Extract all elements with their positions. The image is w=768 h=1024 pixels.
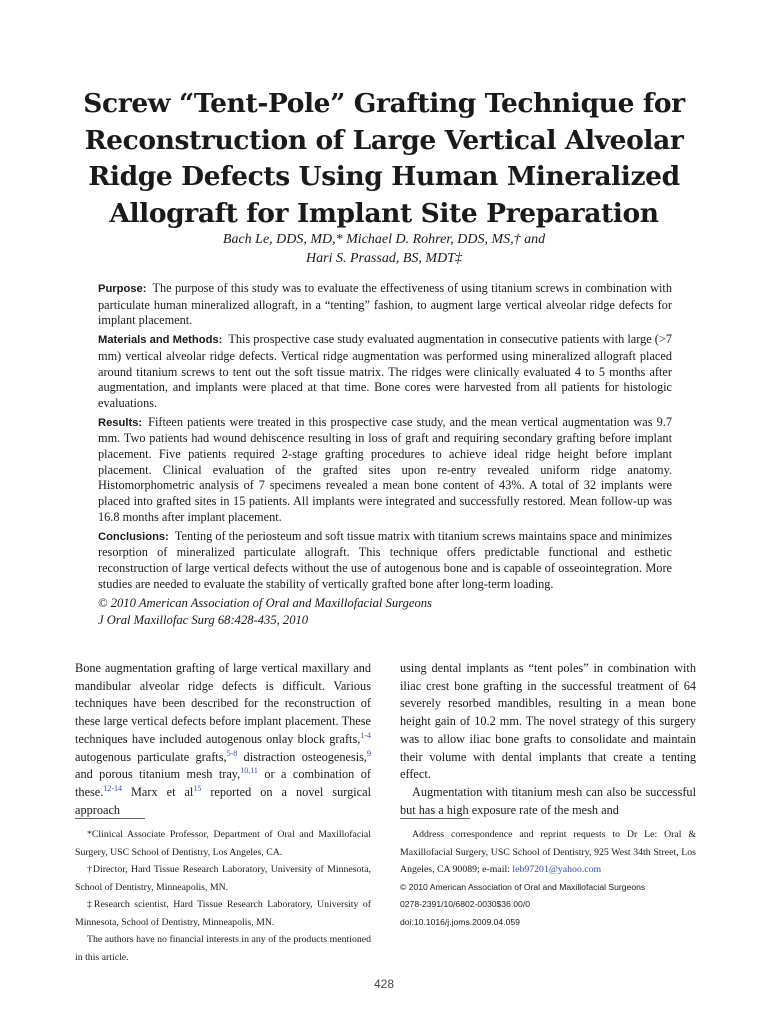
body-paragraph: Augmentation with titanium mesh can also be successful but has a high exposure rate of the mesh and: [400, 784, 696, 817]
body-text: reported on a novel surgical approach: [75, 784, 371, 817]
reference-link[interactable]: 1-4: [360, 730, 371, 740]
article-title: [60, 86, 708, 232]
abstract-purpose: [98, 281, 672, 329]
body-paragraph: [75, 660, 371, 819]
abstract-conclusions: [98, 529, 672, 593]
address-text: Address correspondence and reprint requests to Dr Le: Oral & Maxillofacial Surgery, USC School of Dentistry, 925 West 34th Street, Los Angeles, CA 90089; e-mail:: [400, 829, 696, 875]
abstract-copyright: © 2010 American Association of Oral and Maxillofacial Surgeons: [98, 596, 432, 611]
footnote-divider: [400, 818, 470, 819]
title-line: Allograft for Implant Site Preparation: [109, 197, 659, 229]
abstract-methods: [98, 332, 672, 412]
methods-label: Materials and Methods:: [98, 334, 223, 347]
body-paragraph: using dental implants as “tent poles” in combination with iliac crest bone grafting in the successful treatment of 64 severely resorbed mandibles, resulting in a mean bone height gain of 10.2 mm. The novel strategy of this surgery was to allow iliac bone grafts to consolidate and maintain their volume with dental implants that create a tenting effect.: [400, 661, 696, 782]
author-footnotes: [75, 826, 371, 966]
journal-citation: J Oral Maxillofac Surg 68:428-435, 2010: [98, 613, 309, 628]
doi[interactable]: doi:10.1016/j.joms.2009.04.059: [400, 916, 520, 927]
body-text: or a combination of these.: [75, 767, 371, 799]
author-line: Hari S. Prassad, BS, MDT‡: [306, 251, 462, 266]
footnote-divider: [75, 818, 145, 819]
page-number: 428: [373, 977, 395, 991]
reference-link[interactable]: 9: [367, 748, 371, 758]
body-column-left: [75, 660, 371, 819]
author-list: [90, 230, 678, 268]
title-line: Reconstruction of Large Vertical Alveolar: [84, 124, 684, 156]
body-text: and porous titanium mesh tray,: [75, 767, 241, 782]
footnote: †Director, Hard Tissue Research Laboratory, University of Minnesota, School of Dentistry, Minneapolis, MN.: [75, 864, 371, 893]
correspondence-footnotes: [400, 826, 696, 931]
abstract: [98, 281, 672, 629]
footnote: *Clinical Associate Professor, Department of Oral and Maxillofacial Surgery, USC School of Dentistry, Los Angeles, CA.: [75, 829, 371, 858]
correspondence-address: [400, 826, 696, 879]
abstract-results: [98, 415, 672, 526]
purpose-label: Purpose:: [98, 283, 147, 295]
body-text: distraction osteogenesis,: [237, 749, 367, 764]
conclusions-label: Conclusions:: [98, 530, 169, 543]
footnote: ‡Research scientist, Hard Tissue Research Laboratory, University of Minnesota, School of Dentistry, Minneapolis, MN.: [75, 899, 371, 928]
footnote-copyright: © 2010 American Association of Oral and Maxillofacial Surgeons: [400, 881, 646, 892]
author-line: Bach Le, DDS, MD,* Michael D. Rohrer, DDS, MS,† and: [222, 232, 546, 247]
reference-link[interactable]: 12-14: [103, 783, 123, 793]
footnote: The authors have no financial interests in any of the products mentioned in this article.: [75, 934, 371, 963]
body-text: autogenous particulate grafts,: [75, 749, 227, 764]
body-text: Marx et al: [122, 784, 194, 799]
body-column-right: [400, 660, 696, 819]
issn: 0278-2391/10/6802-0030$36.00/0: [400, 899, 530, 909]
results-text: Fifteen patients were treated in this prospective case study, and the mean vertical augmentation was 9.7 mm. Two patients had wound dehiscence resulting in loss of graft and requiring secondary grafting before implant placement. Five patients required 2-stage grafting procedures to achieve ideal ridge height before implant placement. Clinical evaluation of the grafted sites upon re-entry revealed uniform ridge anatomy. Histomorphometric analysis of 7 specimens revealed a mean bone content of 43%. A total of 32 implants were placed into grafted sites in 15 patients. All implants were integrated and successfully restored. Mean follow-up was 16.8 months after implant placement.: [98, 414, 672, 524]
conclusions-text: Tenting of the periosteum and soft tissue matrix with titanium screws maintains space and minimizes resorption of mineralized particulate allograft. This technique offers predictable functional and esthetic reconstruction of large vertical defects without the use of autogenous bone and is capable of osseointegration. More studies are needed to evaluate the stability of vertically grafted bone after long-term loading.: [98, 528, 672, 591]
methods-text: This prospective case study evaluated augmentation in consecutive patients with large (>7 mm) vertical alveolar ridge defects. Vertical ridge augmentation was performed using mineralized allograft placed around titanium screws to tent out the soft tissue matrix. The ridges were clinically evaluated 4 to 5 months after augmentation, and implants were placed at that time. Bone cores were harvested from all patients for histologic evaluations.: [98, 332, 672, 410]
body-text: Bone augmentation grafting of large vertical maxillary and mandibular alveolar ridge defects is difficult. Various techniques have been described for the reconstruction of these large vertical defects before implant placement. These techniques have included autogenous onlay block grafts,: [75, 661, 371, 746]
reference-link[interactable]: 5-8: [226, 748, 238, 758]
title-line: Screw “Tent-Pole” Grafting Technique for: [83, 88, 685, 119]
email-link[interactable]: leb97201@yahoo.com: [512, 864, 602, 875]
reference-link[interactable]: 15: [193, 783, 202, 793]
title-line: Ridge Defects Using Human Mineralized: [88, 161, 680, 192]
purpose-text: The purpose of this study was to evaluate the effectiveness of using titanium screws in combination with particulate human mineralized allograft, in a “tenting” fashion, to augment large vertical alveolar ridge defects for implant placement.: [98, 281, 672, 328]
results-label: Results:: [98, 416, 143, 429]
reference-link[interactable]: 10,11: [240, 766, 258, 776]
